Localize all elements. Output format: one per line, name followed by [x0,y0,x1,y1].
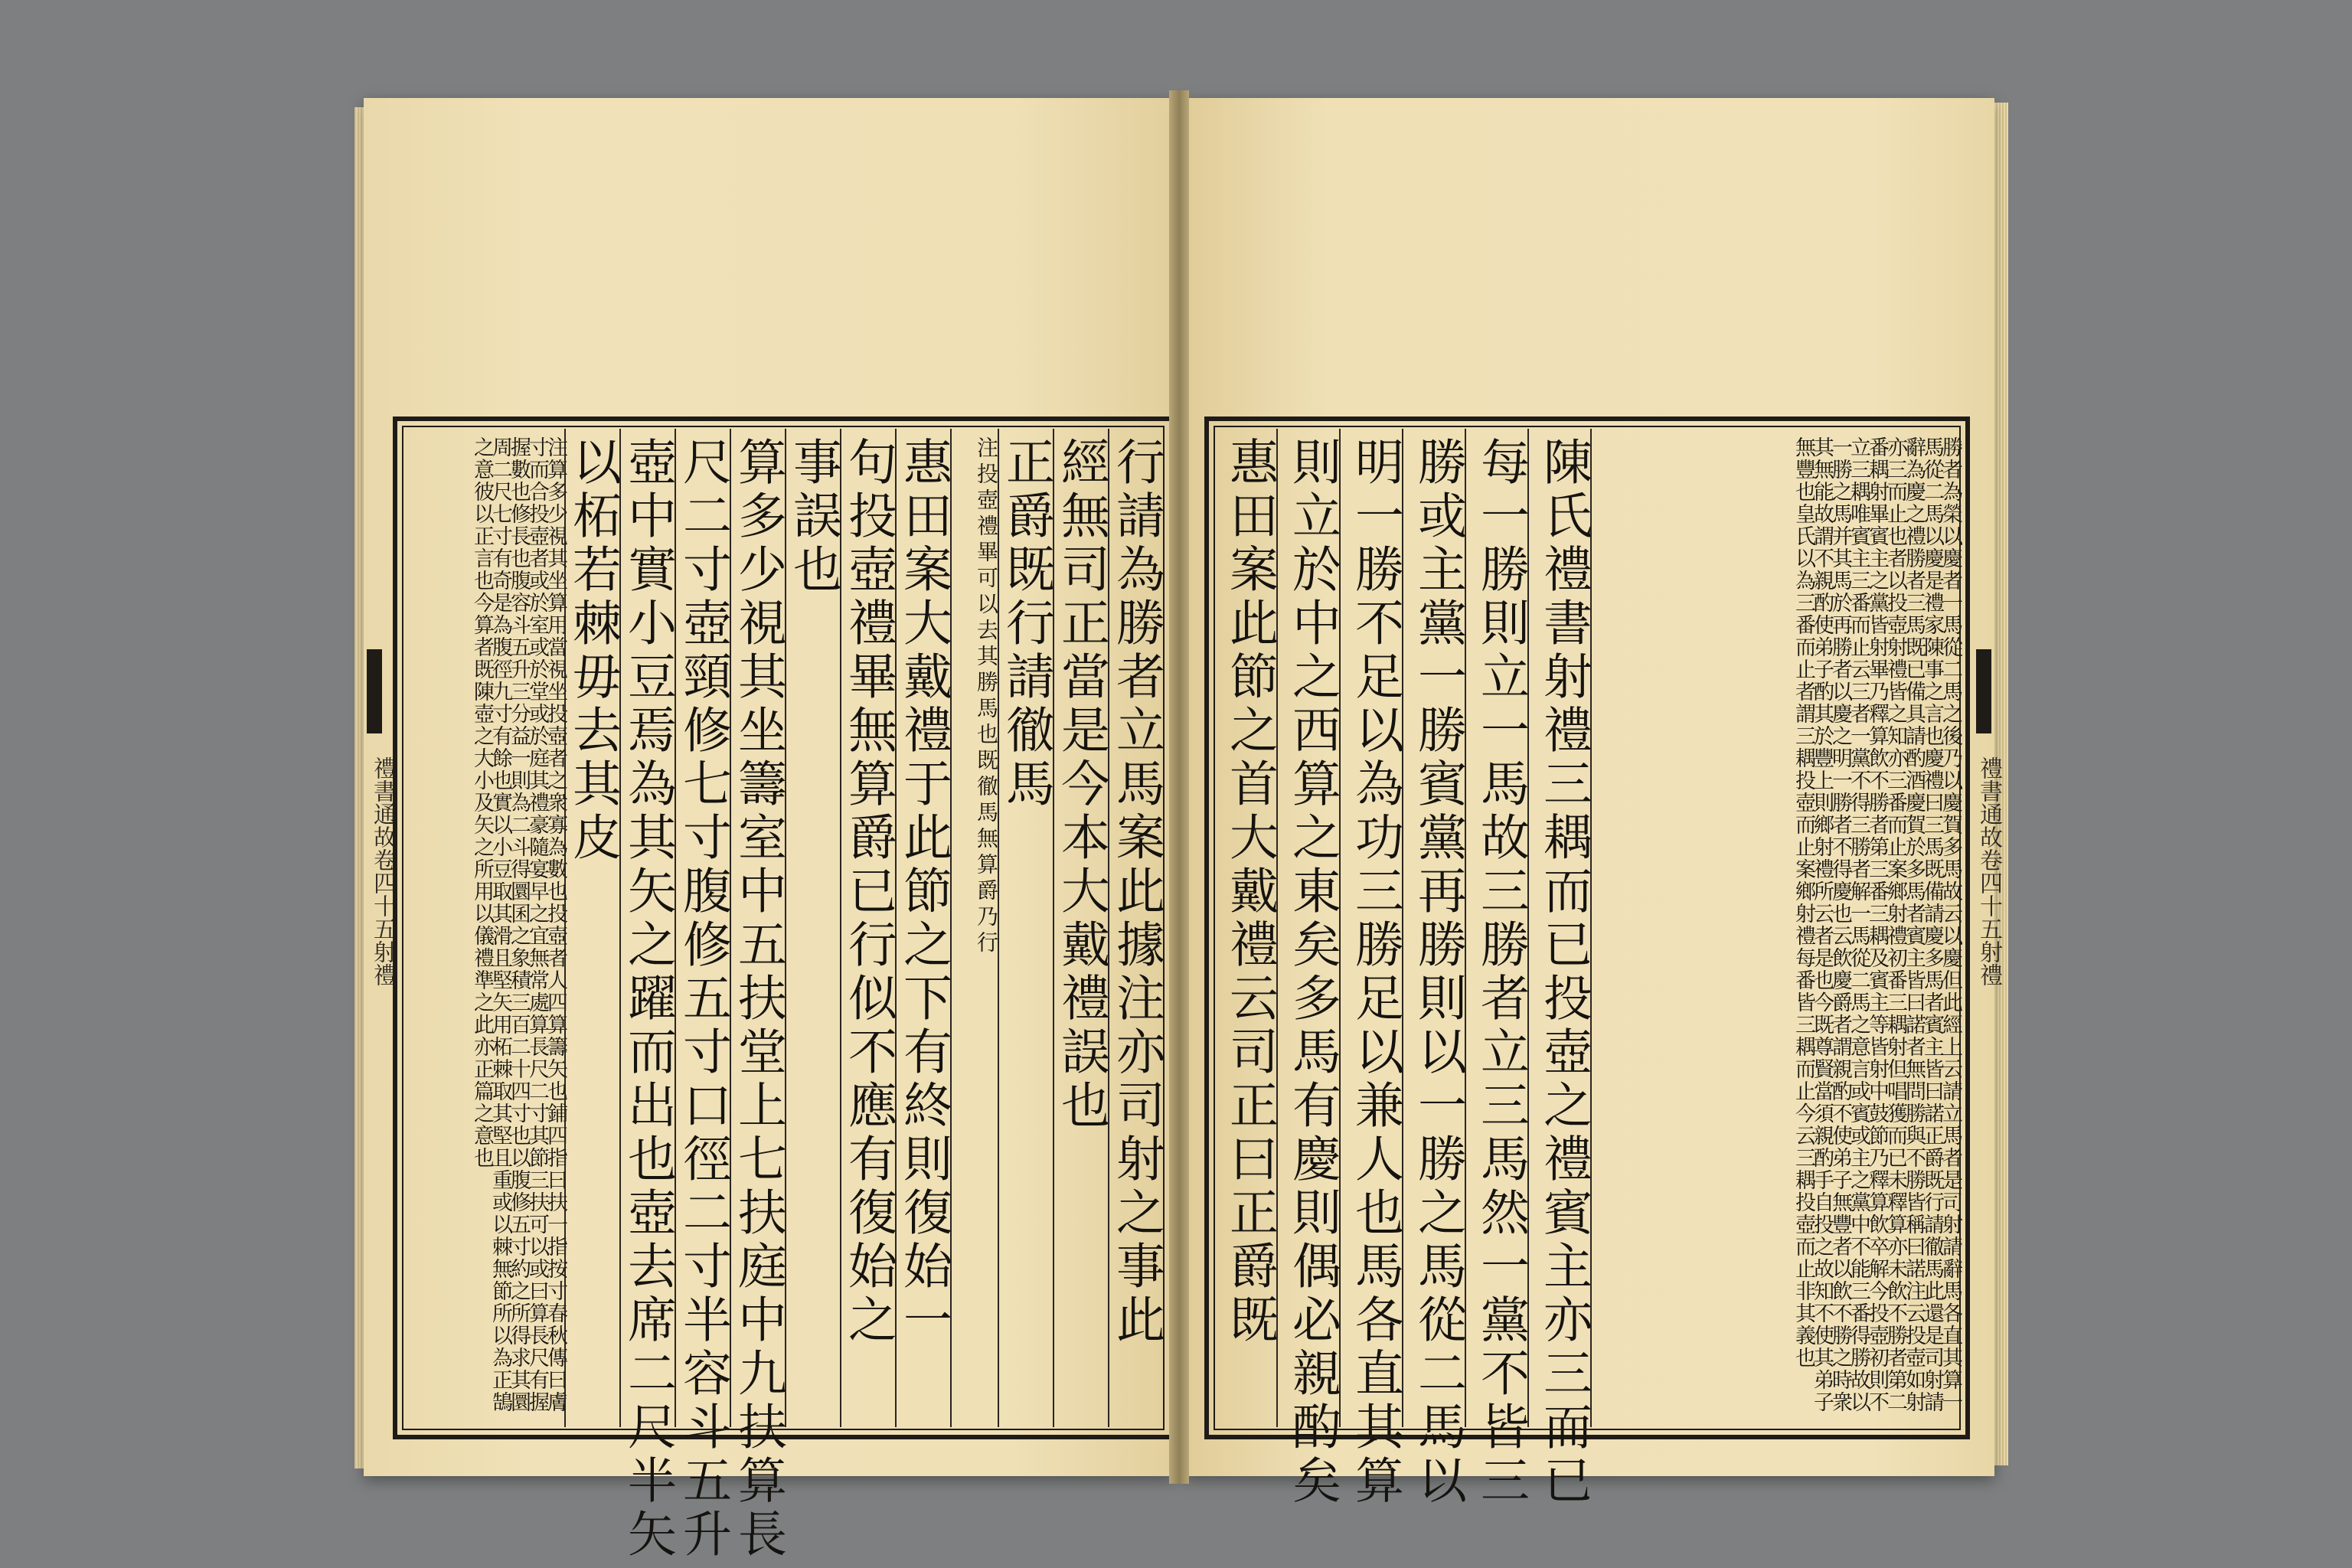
text-column: 每一勝則立一馬故三勝者立三馬然一黨不皆三 [1465,429,1527,1427]
text-column: 惠田案此節之首大戴禮云司正曰正爵既 [1221,436,1278,1348]
text-frame-left [393,416,1174,1562]
text-column: 勝或主黨一勝賓黨再勝則以一勝之馬從二馬以 [1402,429,1465,1427]
commentary-column: 注算多少視其坐算用當視坐投壺者之衆寡為數也投壺者人四算籌矢也鋪四指曰扶一指按寸春秋傳曰膚寸而合投壺者或於室或於堂或於庭其禮豪隨宴早之宜無常處算長尺二寸其節三扶可以或曰算長尺有握握數也修長也腹容斗五升三分益一則為二斗得圜囷之象積三百二十四寸也以腹修五寸約之所得求其圜周二尺七寸有奇是為腹徑九寸有餘也實以小豆取其滑且堅矢用柘棘取其堅且重或以棘無節所以為正鵠之意彼以正言也今算者既陳壺之大小及矢之所用以儀禮準之此亦正篇之意也 [470,436,567,1413]
book-gutter [1169,90,1189,1484]
fishtail-mark [367,649,382,733]
text-column: 陳氏禮書射禮三耦而已投壺之禮賓主亦三而已 [1527,429,1590,1427]
left-page [364,98,1175,1562]
fishtail-mark [1976,649,1991,733]
text-column: 壺中實小豆焉為其矢之躍而出也壺去席二尺半矢 [619,429,675,1427]
left-margin-title: 禮書通故卷四十五射禮 [369,756,396,986]
text-column: 句投壺禮畢無算爵已行似不應有復始之 [840,429,895,1427]
text-column: 惠田案大戴禮于此節之下有終則復始一 [895,429,950,1427]
text-column: 則立於中之西算之東矣多馬有慶則偶必親酌矣 [1276,429,1339,1427]
text-column: 算多少視其坐籌室中五扶堂上七扶庭中九扶算長 [730,429,785,1427]
commentary-column: 注投壺禮畢可以去其勝馬也既徹馬無算爵乃行 [950,429,998,1427]
text-column: 經無司正當是今本大戴禮誤也 [1053,429,1108,1427]
text-column: 以柘若棘毋去其皮 [564,429,619,1427]
text-column: 尺二寸壺頸修七寸腹修五寸口徑二寸半容斗五升 [675,429,730,1427]
text-column: 行請為勝者立馬案此據注亦司射之事此 [1108,429,1163,1427]
right-margin-title: 禮書通故卷四十五射禮 [1975,756,2002,986]
commentary-column: 勝者為榮以慶者一馬從二馬之後乃以慶賀多馬故云以慶但此經上云請立馬者是司射請辭馬各直其算一馬從二馬以慶是禮家陳事之言也慶禮曰三馬既備請慶多馬者賓主皆曰諾正爵既行請徹馬此還是司射請辭為慶之禮勝者三馬既已備具請酌酒慶賀於多馬者賓主皆曰諾者無問勝與不勝皆稱曰諾注云投壺如射亦三而止也者以投壺射禮皆之知亦三番而止案鄉射禮初番三耦射但唱獲而已未釋算亦未飲不勝者第二番耦射畢賓主之黨皆射畢乃釋算飲不勝者第三番三耦及賓主等皆射中鼓節乃釋算飲卒解今投壺初則不立三耦唯賓主三番而止云三者一黨不得三勝者解一馬從二馬之意言或賓或主之黨中不能三番得勝故以一勝之馬并其馬於再勝者以慶之明一勝者不得慶也云飲慶爵者謂親酌不使弟子無豐者以飲不勝之時衆其無能故謂不親酌使弟子酌其於豐上則鄉射禮所云者是也今既尊賢當須親酌手自投之故知不使其弟子無豐也皇氏以為三番而止者謂三耦投壺而止案鄉射禮每番皆三耦而止今云三耦投壺而止非其義也 [1590,429,1959,1427]
text-column: 事誤也 [785,429,840,1427]
open-book [348,90,2002,1562]
right-page [1183,98,2002,1508]
text-frame-right [1204,416,1970,1508]
text-column: 明一勝不足以為功三勝足以兼人也馬各直其算 [1339,429,1402,1427]
text-column: 正爵既行請徹馬 [998,429,1053,1427]
